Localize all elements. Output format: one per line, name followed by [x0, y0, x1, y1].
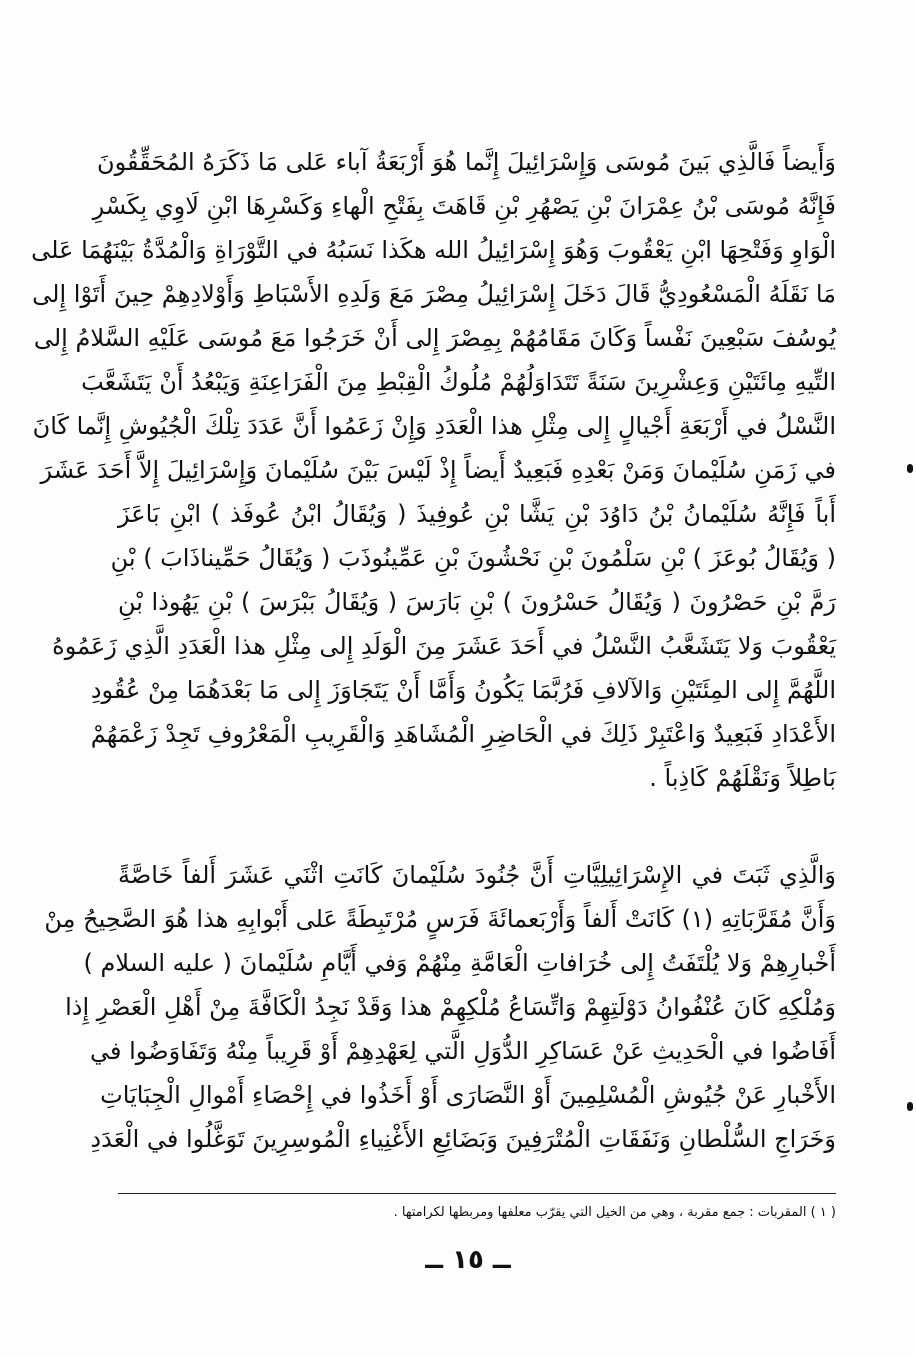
text-line: وَأَنَّ مُقَرَّبَاتِهِ (١) كَانَتْ أَلفاً وَأَرْبَعمائَةَ فَرَسٍ مُرْتَبِطَةً عَلى أَبْوابِهِ هذا هُوَ الصَّحِيحُ مِنْ: [44, 905, 836, 933]
text-line: في زَمَنِ سُلَيْمانَ وَمَنْ بَعْدِهِ فَبَعِيدٌ أَيضاً إِذْ لَيْسَ بَيْنَ سُلَيْمانَ وَإِسْرَائِيلَ إِلاَّ أَحَدَ عَشَرَ: [40, 456, 836, 484]
text-line: يُوسُفَ سَبْعِينَ نَفْساً وَكَانَ مَقَامُهُمْ بِمِصْرَ إِلى أَنْ خَرَجُوا مَعَ مُوسَى عَلَيْهِ السَّلامُ إِلى: [33, 324, 836, 352]
paragraph-1: [31, 140, 836, 800]
text-line: اللَّهُمَّ إِلى المِئَتَيْنِ وَالآلافِ فَرُبَّمَا يَكُونُ وَأَمَّا أَنْ يَتَجَاوَزَ إِلى مَا بَعْدَهُمَا مِنْ عُقُودِ: [90, 676, 836, 704]
text-line: يَعْقُوبَ وَلا يَتَشَعَّبُ النَّسْلُ في أَحَدَ عَشَرَ مِنَ الْوَلَدِ إِلى مِثْلِ هذا الْعَدَدِ الَّذِي زَعَمُوهُ: [52, 632, 836, 660]
footnote: ( ١ ) المقربات : جمع مقربة ، وهي من الخيل التي يقرّب معلفها ومربطها لكرامتها .: [393, 1205, 836, 1220]
text-line: وَخَرَاجِ السُّلْطانِ وَنَفَقَاتِ الْمُتْرَفِينَ وَبَضَائِعِ الأَغْنِياءِ الْمُوسِرِينَ تَوَغَّلُوا في الْعَدَدِ: [90, 1125, 836, 1153]
text-line: الأَعْدَادِ فَبَعِيدٌ وَاعْتَبِرْ ذَلِكَ في الْحَاضِرِ الْمُشَاهَدِ وَالْقَرِيبِ الْمَعْرُوفِ تَجِدْ زَعْمَهُمْ: [90, 720, 836, 748]
text-line: وَمُلْكِهِ كَانَ عُنْفُوانُ دَوْلَتِهِمْ وَاتِّسَاعُ مُلْكِهِمْ هذا وَقَدْ نَجِدُ الْكَافَّةَ مِنْ أَهْلِ الْعَصْرِ إِذا: [65, 993, 836, 1021]
text-line: الأَخْبارِ عَنْ جُيُوشِ الْمُسْلِمِينَ أَوْ النَّصَارَى أَوْ أَخَذُوا في إِحْصَاءِ أَمْوالِ الْجِبَايَاتِ: [100, 1081, 836, 1109]
text-line: أَباً فَإِنَّهُ سُلَيْمانُ بْنُ دَاوُدَ بْنِ يَشَّا بْنِ عُوفِيذَ ( وَيُقَالُ ابْنُ عُوفَذ ) ابْنِ بَاعَزَ: [118, 500, 836, 528]
text-line: رَمَّ بْنِ حَصْرُونَ ( وَيُقَالُ حَسْرُونَ ) بْنِ بَارَسَ ( وَيُقَالُ بَبْرَسَ ) بْنِ يَهُوذا بْنِ: [118, 588, 836, 616]
text-line: مَا نَقَلَهُ الْمَسْعُودِيُّ قَالَ دَخَلَ إِسْرَائِيلُ مِصْرَ مَعَ وَلَدِهِ الأَسْبَاطِ وَأَوْلادِهِمْ حِينَ أَتَوْا إِلى: [32, 280, 836, 308]
text-line: بَاطِلاً وَنَقْلَهُمْ كَاذِباً .: [649, 764, 836, 792]
margin-mark: [907, 464, 913, 473]
text-line: الْوَاوِ وَفَتْحِهَا ابْنِ يَعْقُوبَ وَهُوَ إِسْرَائِيلُ الله هكَذا نَسَبُهُ في التَّوْرَاةِ وَالْمُدَّةُ بَيْنَهُمَا عَلى: [31, 236, 836, 264]
margin-mark: [907, 1102, 913, 1111]
text-line: وَالَّذِي ثَبَتَ في الإِسْرَائِيلِيَّاتِ أَنَّ جُنُودَ سُلَيْمانَ كَانَتِ اثْنَي عَشَرَ أَلفاً خَاصَّةً: [118, 861, 836, 889]
text-line: وَأَيضاً فَالَّذِي بَينَ مُوسَى وَإِسْرَائِيلَ إِنَّما هُوَ أَرْبَعَةُ آباء عَلى مَا ذَكَرَهُ المُحَقِّقُونَ: [97, 148, 836, 176]
text-line: أَفَاضُوا في الْحَدِيثِ عَنْ عَسَاكِرِ الدُّوَلِ الَّتي لِعَهْدِهِمْ أَوْ قَرِيباً مِنْهُ وَتَفَاوَضُوا في: [90, 1037, 836, 1065]
text-line: النَّسْلُ في أَرْبَعَةِ أَجْيالٍ إِلى مِثْلِ هذا الْعَدَدِ وَإِنْ زَعَمُوا أَنَّ عَدَدَ تِلْكَ الْجُيُوشِ إِنَّما كَانَ: [32, 412, 836, 440]
paragraph-2: [44, 853, 836, 1161]
text-line: أَخْبارِهِمْ وَلا يُلْتَفَتُ إِلى خُرَافاتِ الْعَامَّةِ مِنْهُمْ وَفي أَيَّامِ سُلَيْمانَ ( عليه السلام ): [83, 949, 836, 977]
footnote-separator: [118, 1193, 836, 1194]
text-line: التِّيهِ مِائَتَيْنِ وَعِشْرِينَ سَنَةً تَتَدَاوَلُهُمْ مُلُوكُ الْقِبْطِ مِنَ الْفَرَاعِنَةِ وَيَبْعُدُ أَنْ يَتَشَعَّبَ: [81, 368, 836, 396]
page-number: ــ ١٥ ــ: [425, 1245, 511, 1275]
text-line: ( وَيُقَالُ بُوعَزَ ) بْنِ سَلْمُونَ بْنِ نَحْشُونَ بْنِ عَمِّينُوذَبَ ( وَيُقَالُ حَمِّيناذَابَ ) بْنِ: [110, 544, 836, 572]
text-line: فَإِنَّهُ مُوسَى بْنُ عِمْرَانَ بْنِ يَصْهُرِ بْنِ قَاهَتَ بِفَتْحِ الْهاءِ وَكَسْرِهَا ابْنِ لَاوِي بِكَسْرِ: [92, 192, 836, 220]
